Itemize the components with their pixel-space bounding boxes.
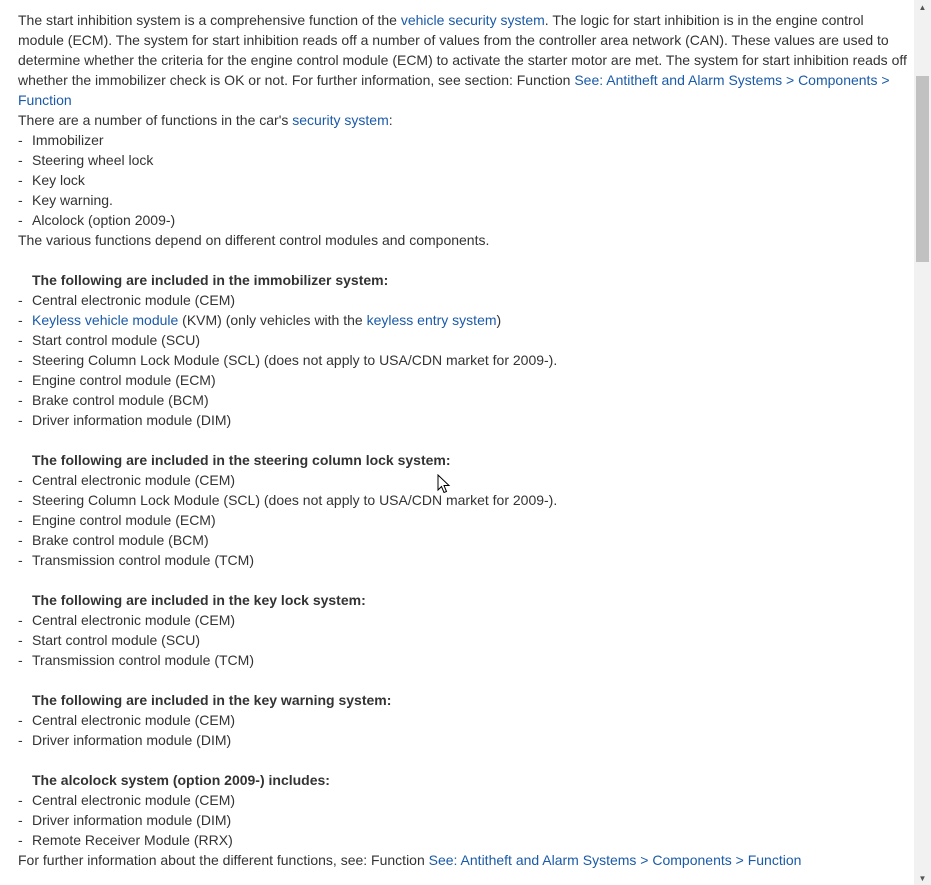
- key-warning-heading: The following are included in the key warning system:: [32, 692, 392, 708]
- scrollbar-thumb[interactable]: [916, 76, 929, 262]
- list-item: [18, 310, 908, 330]
- list-item: [18, 390, 908, 410]
- list-dash: -: [18, 792, 23, 808]
- list-dash: -: [18, 712, 23, 728]
- antitheft-function-link-1[interactable]: See: Antitheft and Alarm Systems > Components > Function: [18, 72, 890, 108]
- list-item: [18, 810, 908, 830]
- list-item: [18, 790, 908, 810]
- key-lock-list: [18, 610, 908, 670]
- list-item-text: Steering wheel lock: [32, 152, 154, 168]
- list-dash: -: [18, 412, 23, 428]
- list-item-text: Transmission control module (TCM): [32, 652, 254, 668]
- alcolock-list: [18, 790, 908, 850]
- list-item: [18, 130, 908, 150]
- list-dash: -: [18, 312, 23, 328]
- intro-text-2: . The logic for start inhibition is in the engine control module (ECM). The system for start inhibition reads off a number of values from the controller area network (CAN). These values are used to determine whether the criteria for the engine control module (ECM) to activate the starter motor are met. The system for start inhibition reads off whether the immobilizer check is OK or not. For further information, see section: Function: [18, 12, 907, 88]
- list-dash: -: [18, 612, 23, 628]
- key-lock-heading: The following are included in the key lock system:: [32, 592, 366, 608]
- list-item-text: Remote Receiver Module (RRX): [32, 832, 233, 848]
- list-dash: -: [18, 732, 23, 748]
- list-item: [18, 530, 908, 550]
- list-item: [18, 650, 908, 670]
- keyless-entry-system-link[interactable]: keyless entry system: [366, 312, 497, 328]
- antitheft-function-link-2[interactable]: See: Antitheft and Alarm Systems > Components > Function: [428, 852, 802, 868]
- alcolock-heading: The alcolock system (option 2009-) includes:: [32, 772, 330, 788]
- list-dash: -: [18, 532, 23, 548]
- list-item: [18, 830, 908, 850]
- list-item-text: Steering Column Lock Module (SCL) (does not apply to USA/CDN market for 2009-).: [32, 352, 558, 368]
- list-item: [18, 490, 908, 510]
- intro-text-1: The start inhibition system is a comprehensive function of the: [18, 12, 401, 28]
- list-item-text: (KVM) (only vehicles with the: [178, 312, 367, 328]
- list-item: [18, 210, 908, 230]
- list-dash: -: [18, 472, 23, 488]
- list-item-text: Key warning.: [32, 192, 113, 208]
- keyless-vehicle-module-link[interactable]: Keyless vehicle module: [32, 312, 179, 328]
- functions-intro: [18, 110, 908, 130]
- list-item: [18, 470, 908, 490]
- immobilizer-list: [18, 290, 908, 430]
- steering-lock-heading: The following are included in the steering column lock system:: [32, 452, 451, 468]
- list-item-text: Driver information module (DIM): [32, 812, 232, 828]
- list-item: [18, 370, 908, 390]
- security-system-link[interactable]: security system: [292, 112, 389, 128]
- list-dash: -: [18, 652, 23, 668]
- list-item: [18, 630, 908, 650]
- list-item: [18, 610, 908, 630]
- steering-lock-list: [18, 470, 908, 570]
- footer-paragraph: [18, 850, 908, 870]
- list-item-text: Driver information module (DIM): [32, 732, 232, 748]
- list-item: [18, 170, 908, 190]
- footer-text: For further information about the different functions, see: Function: [18, 852, 429, 868]
- list-item-text: Central electronic module (CEM): [32, 712, 236, 728]
- list-item-text: Brake control module (BCM): [32, 392, 209, 408]
- list-item-text: Transmission control module (TCM): [32, 552, 254, 568]
- functions-list: [18, 130, 908, 230]
- list-dash: -: [18, 292, 23, 308]
- functions-intro-colon: :: [388, 112, 393, 128]
- list-item-text: Driver information module (DIM): [32, 412, 232, 428]
- list-item-text: Start control module (SCU): [32, 332, 201, 348]
- immobilizer-heading: The following are included in the immobilizer system:: [32, 272, 389, 288]
- list-item-text: Key lock: [32, 172, 85, 188]
- article-content: [18, 10, 908, 870]
- list-dash: -: [18, 212, 23, 228]
- list-dash: -: [18, 372, 23, 388]
- vehicle-security-system-link[interactable]: vehicle security system: [400, 12, 545, 28]
- scroll-up-arrow-icon[interactable]: ▲: [918, 2, 927, 12]
- list-dash: -: [18, 352, 23, 368]
- list-item-text: Central electronic module (CEM): [32, 612, 236, 628]
- functions-intro-text: There are a number of functions in the car's: [18, 112, 293, 128]
- list-item-text: Central electronic module (CEM): [32, 792, 236, 808]
- list-item: [18, 550, 908, 570]
- list-dash: -: [18, 192, 23, 208]
- list-item-text: Brake control module (BCM): [32, 532, 209, 548]
- list-item: [18, 710, 908, 730]
- list-dash: -: [18, 332, 23, 348]
- list-item: [18, 290, 908, 310]
- list-item-text: Central electronic module (CEM): [32, 472, 236, 488]
- list-dash: -: [18, 492, 23, 508]
- list-dash: -: [18, 812, 23, 828]
- list-item: [18, 330, 908, 350]
- list-item-text: Steering Column Lock Module (SCL) (does not apply to USA/CDN market for 2009-).: [32, 492, 558, 508]
- list-dash: -: [18, 152, 23, 168]
- intro-paragraph: [18, 10, 908, 110]
- list-dash: -: [18, 552, 23, 568]
- list-item: [18, 190, 908, 210]
- scroll-down-arrow-icon[interactable]: ▼: [918, 873, 927, 883]
- list-dash: -: [18, 832, 23, 848]
- list-dash: -: [18, 392, 23, 408]
- list-dash: -: [18, 512, 23, 528]
- list-dash: -: [18, 132, 23, 148]
- mouse-pointer-icon: [437, 474, 451, 494]
- list-dash: -: [18, 172, 23, 188]
- list-item-text: Immobilizer: [32, 132, 104, 148]
- key-warning-list: [18, 710, 908, 750]
- list-item: [18, 150, 908, 170]
- list-item-text: Central electronic module (CEM): [32, 292, 236, 308]
- list-item-text: Alcolock (option 2009-): [32, 212, 176, 228]
- list-item: [18, 350, 908, 370]
- list-dash: -: [18, 632, 23, 648]
- list-item: [18, 730, 908, 750]
- list-item: [18, 510, 908, 530]
- list-item-text: Start control module (SCU): [32, 632, 201, 648]
- list-item-text: Engine control module (ECM): [32, 512, 216, 528]
- vertical-scrollbar[interactable]: [914, 0, 931, 885]
- functions-outro: The various functions depend on different control modules and components.: [18, 232, 490, 248]
- list-item: [18, 410, 908, 430]
- list-item-text: Engine control module (ECM): [32, 372, 216, 388]
- list-item-text: ): [496, 312, 502, 328]
